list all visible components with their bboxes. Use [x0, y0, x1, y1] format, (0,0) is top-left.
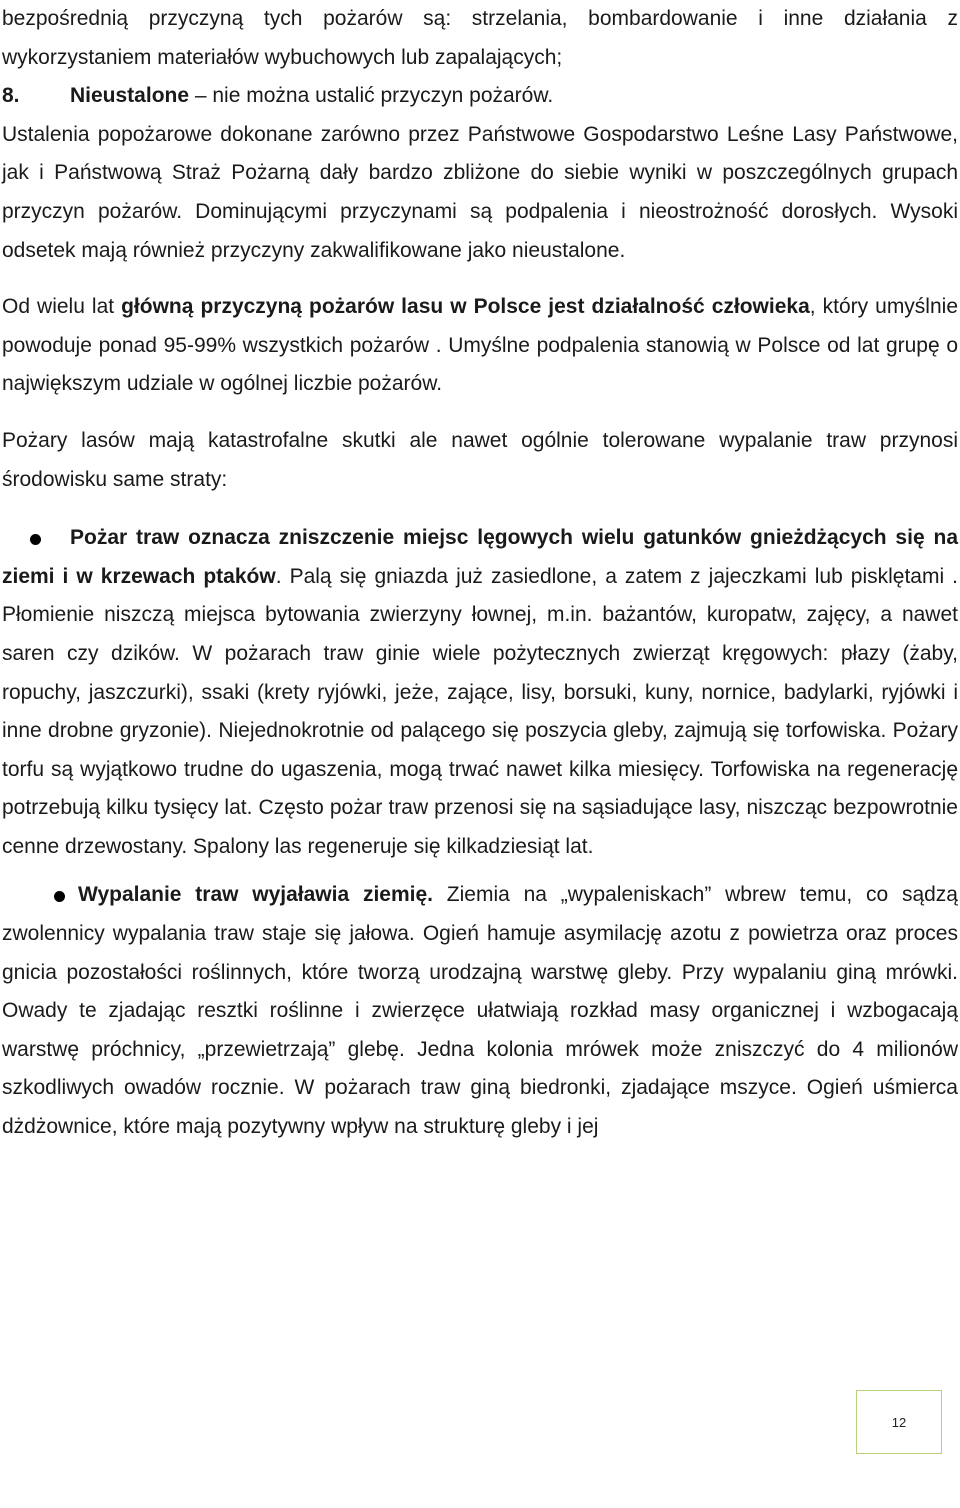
bullet-item-2-body: Ziemia na „wypaleniskach” wbrew temu, co sądzą zwolennicy wypalania traw staje się jałowa. Ogień hamuje asymilację azotu z powietrza oraz proces gnicia pozostałości roślinnych, które tworzą urodzajną warstwę gleby. Przy wypalaniu giną mrówki. Owady te zjadając resztki roślinne i zwierzęce ułatwiają rozkład masy organicznej i wzbogacają warstwę próchnicy, „przewietrzają” glebę. Jedna kolonia mrówek może zniszczyć do 4 milionów szkodliwych owadów rocznie. W pożarach traw giną biedronki, zjadające mszyce. Ogień uśmierca dżdżownice, które mają pozytywny wpływ na strukturę gleby i jej: [2, 883, 958, 1139]
bullet-item-1-bold: Pożar traw oznacza zniszczenie miejsc lęgowych wielu gatunków gnieżdżących się na ziemi i w krzewach ptaków: [2, 526, 958, 588]
page-number: 12: [891, 1414, 907, 1430]
main-cause-end: , który umyślnie powoduje ponad 95-99% wszystkich pożarów . Umyślne podpalenia stanowią w Polsce od lat grupę o największym udziale w ogólnej liczbie pożarów.: [2, 295, 958, 396]
findings-paragraph: Ustalenia popożarowe dokonane zarówno przez Państwowe Gospodarstwo Leśne Lasy Państwowe, jak i Państwową Straż Pożarną dały bardzo zbliżone do siebie wyniki w poszczególnych grupach przyczyn pożarów. Dominującymi przyczynami są podpalenia i nieostrożność dorosłych. Wysoki odsetek mają również przyczyny zakwalifikowane jako nieustalone.: [2, 122, 958, 262]
intro-paragraph: bezpośrednią przyczyną tych pożarów są: strzelania, bombardowanie i inne działania z wykorzystaniem materiałów wybuchowych lub zapalających;: [2, 7, 958, 69]
bullet-item-2: [2, 876, 958, 1146]
bullet-item-1-body: . Palą się gniazda już zasiedlone, a zatem z jajeczkami lub pisklętami . Płomienie niszczą miejsca bytowania zwierzyny łownej, m.in. bażantów, kuropatw, zajęcy, a nawet saren czy dzików. W pożarach traw ginie wiele pożytecznych zwierząt kręgowych: płazy (żaby, ropuchy, jaszczurki), ssaki (krety ryjówki, jeże, zające, lisy, borsuki, kuny, nornice, badylarki, ryjówki i inne drobne gryzonie). Niejednokrotnie od palącego się poszycia gleby, zajmują się torfowiska. Pożary torfu są wyjątkowo trudne do ugaszenia, mogą trwać nawet kilka miesięcy. Torfowiska na regenerację potrzebują kilku tysięcy lat. Często pożar traw przenosi się na sąsiadujące lasy, niszcząc bezpowrotnie cenne drzewostany. Spalony las regeneruje się kilkadziesiąt lat.: [2, 564, 959, 858]
list-item-text: [70, 77, 553, 116]
main-cause-start: Od wielu lat: [2, 295, 122, 319]
consequences-paragraph: Pożary lasów mają katastrofalne skutki ale nawet ogólnie tolerowane wypalanie traw przynosi środowisku same straty:: [2, 428, 958, 491]
bullet-item-2-text: [2, 876, 958, 1146]
list-item-number: 8.: [2, 84, 20, 108]
main-cause-paragraph: [2, 288, 958, 404]
page-number-box: [856, 1390, 942, 1454]
document-page: [2, 0, 958, 1147]
main-cause-bold: główną przyczyną pożarów lasu w Polsce jest działalność człowieka: [121, 295, 810, 319]
list-item-label: Nieustalone: [70, 84, 190, 108]
bullet-item-1: [2, 519, 958, 866]
bullet-item-2-bold: Wypalanie traw wyjaławia ziemię.: [78, 883, 433, 907]
list-item-8: [2, 77, 958, 116]
bullet-item-1-text: [2, 519, 958, 866]
list-item-description: – nie można ustalić przyczyn pożarów.: [189, 84, 554, 108]
